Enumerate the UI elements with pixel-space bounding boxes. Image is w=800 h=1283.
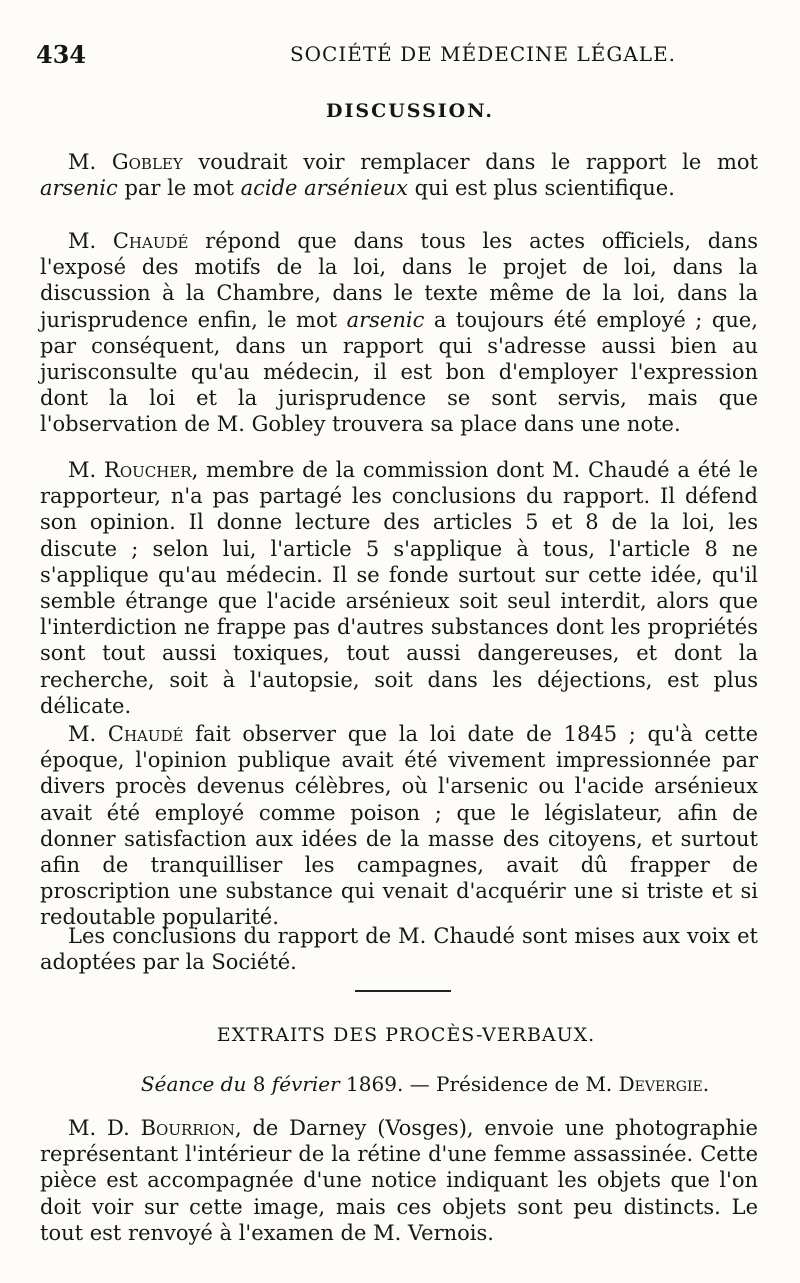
- speaker-name: M. Chaudé: [68, 722, 184, 746]
- page-number: 434: [36, 40, 87, 69]
- paragraph-conclusions: Les conclusions du rapport de M. Chaudé sont mises aux voix et adoptées par la Société.: [40, 924, 758, 975]
- page-header: [36, 40, 760, 74]
- extraits-heading: EXTRAITS DES PROCÈS-VERBAUX.: [216, 1024, 596, 1046]
- paragraph-gobley: M. Gobley voudrait voir remplacer dans le rapport le mot arsenic par le mot acide arsénieux qui est plus scientifique.: [40, 150, 758, 201]
- section-divider: [355, 990, 451, 992]
- speaker-name: M. D. Bourrion: [68, 1116, 235, 1140]
- speaker-name: M. Roucher: [68, 458, 192, 482]
- session-line: Séance du 8 février 1869. — Présidence de M. Devergie.: [140, 1072, 710, 1096]
- president-name: Devergie: [618, 1072, 703, 1096]
- paragraph-chaude-observation: M. Chaudé fait observer que la loi date de 1845 ; qu'à cette époque, l'opinion publique avait été vivement impressionnée par divers procès devenus célèbres, où l'arsenic ou l'acide arsénieux avait été employé comme poison ; que le législateur, afin de donner satisfaction aux idées de la masse des citoyens, et surtout afin de tranquilliser les campagnes, avait dû frapper de proscription une substance qui venait d'acquérir une si triste et si redoutable popularité.: [40, 722, 759, 930]
- paragraph-roucher: M. Roucher, membre de la commission dont M. Chaudé a été le rapporteur, n'a pas partagé les conclusions du rapport. Il défend son opinion. Il donne lecture des articles 5 et 8 de la loi, les discute ; selon lui, l'article 5 s'applique à tous, l'article 8 ne s'applique qu'au médecin. Il se fonde surtout sur cette idée, qu'il semble étrange que l'acide arsénieux soit seul interdit, alors que l'interdiction ne frappe pas d'autres substances dont les propriétés sont tout aussi toxiques, tout aussi dangereuses, et dont la recherche, soit à l'autopsie, soit dans les déjections, est plus délicate.: [40, 458, 759, 718]
- discussion-heading: DISCUSSION.: [325, 100, 494, 122]
- speaker-name: M. Chaudé: [68, 229, 189, 253]
- paragraph-bourrion: M. D. Bourrion, de Darney (Vosges), envoie une photographie représentant l'intérieur de la rétine d'une femme assassinée. Cette pièce est accompagnée d'une notice indiquant les objets que l'on doit voir sur cette image, mais ces objets sont peu distincts. Le tout est renvoyé à l'examen de M. Vernois.: [40, 1116, 758, 1245]
- paragraph-chaude-response: M. Chaudé répond que dans tous les actes officiels, dans l'exposé des motifs de la loi, dans le projet de loi, dans la discussion à la Chambre, dans le texte même de la loi, dans la jurisprudence enfin, le mot arsenic a toujours été employé ; que, par conséquent, dans un rapport qui s'adresse aussi bien au jurisconsulte qu'au médecin, il est bon d'employer l'expression dont la loi et la jurisprudence se sont servis, mais que l'observation de M. Gobley trouvera sa place dans une note.: [40, 229, 758, 437]
- speaker-name: M. Gobley: [68, 150, 183, 174]
- running-title: SOCIÉTÉ DE MÉDECINE LÉGALE.: [289, 42, 677, 66]
